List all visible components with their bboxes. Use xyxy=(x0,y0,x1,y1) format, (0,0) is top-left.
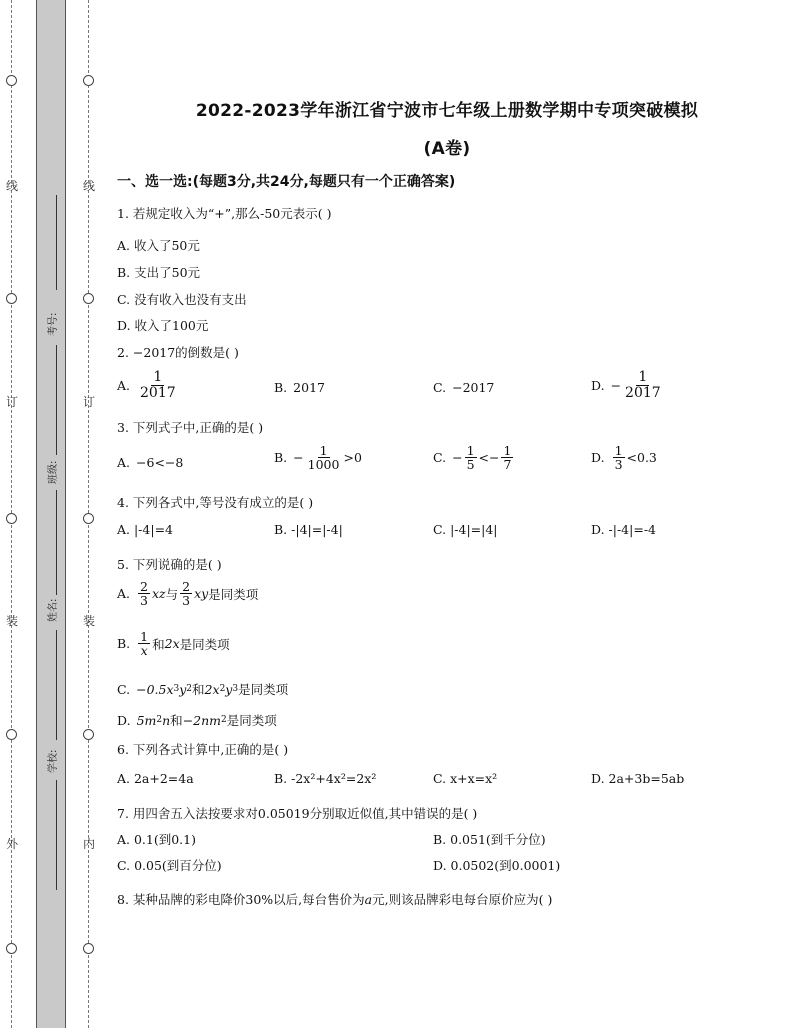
question-5-stem: 5. 下列说确的是( ) xyxy=(117,557,222,572)
exponent: 2 xyxy=(186,684,193,694)
question-2-stem: 2. −2017的倒数是( ) xyxy=(117,345,239,360)
connector: 和 xyxy=(192,682,205,697)
question-3-option-b xyxy=(274,444,362,471)
numerator: 1 xyxy=(319,443,328,458)
term: −0.5x xyxy=(136,681,174,697)
connector: 和 xyxy=(170,713,183,728)
option-tail: 是同类项 xyxy=(226,713,277,728)
margin-char-xian: 线 xyxy=(83,179,96,193)
name-line xyxy=(56,490,57,595)
option-label: D. xyxy=(591,450,605,466)
comparison: >0 xyxy=(343,450,362,466)
minus-sign: − xyxy=(610,377,622,393)
section-heading: 一、选一选:(每题3分,共24分,每题只有一个正确答案) xyxy=(117,174,456,190)
fraction xyxy=(613,444,625,471)
term: 2x xyxy=(204,681,220,697)
question-1-stem: 1. 若规定收入为“+”,那么-50元表示( ) xyxy=(117,206,332,221)
question-5-option-c xyxy=(117,680,288,698)
option-label: C. xyxy=(117,681,131,697)
question-4-option-a: A. |-4|=4 xyxy=(117,522,173,537)
term: y xyxy=(225,681,233,697)
question-7-option-c: C. 0.05(到百分位) xyxy=(117,858,222,873)
variable: a xyxy=(364,892,373,907)
term: 5m xyxy=(136,712,157,728)
paper-subtitle: (A卷) xyxy=(423,139,471,159)
fraction xyxy=(180,580,192,607)
numerator: 1 xyxy=(153,369,163,385)
school-line-lower xyxy=(56,780,57,890)
school-line xyxy=(56,630,57,740)
binding-hole xyxy=(6,943,17,954)
comparison: <0.3 xyxy=(626,450,657,466)
question-4-stem: 4. 下列各式中,等号没有成立的是( ) xyxy=(117,495,314,510)
margin-char-ding: 订 xyxy=(6,395,19,409)
minus-sign: − xyxy=(293,450,304,466)
question-8-stem-pre: 8. 某种品牌的彩电降价30%以后,每台售价为 xyxy=(117,892,365,907)
question-7-option-d: D. 0.0502(到0.0001) xyxy=(433,858,561,873)
binding-hole xyxy=(6,513,17,524)
option-label: D. xyxy=(591,377,605,393)
fraction xyxy=(138,630,150,657)
margin-char-wai: 外 xyxy=(6,837,19,851)
binding-hole xyxy=(83,729,94,740)
option-text: −2017 xyxy=(452,380,495,395)
question-8-stem-post: 元,则该品牌彩电每台原价应为( ) xyxy=(372,892,553,907)
class-line xyxy=(56,345,57,455)
fraction xyxy=(501,444,513,471)
denominator: 2017 xyxy=(140,384,176,401)
denominator: x xyxy=(140,643,148,659)
option-label: B. xyxy=(274,450,288,466)
numerator: 1 xyxy=(466,443,475,458)
question-2-option-c xyxy=(433,380,494,395)
exam-number-label: 考号: xyxy=(48,312,59,336)
question-1-option-d: D. 收入了100元 xyxy=(117,318,209,333)
option-label: B. xyxy=(274,380,288,395)
question-3-stem: 3. 下列式子中,正确的是( ) xyxy=(117,420,264,435)
exponent: 3 xyxy=(232,684,239,694)
option-label: A. xyxy=(117,377,131,393)
option-tail: 是同类项 xyxy=(238,682,289,697)
school-label: 学校: xyxy=(48,749,59,773)
question-6-option-a: A. 2a+2=4a xyxy=(117,771,194,786)
question-6-option-d: D. 2a+3b=5ab xyxy=(591,771,685,786)
numerator: 1 xyxy=(503,443,512,458)
gray-binding-band xyxy=(36,0,66,1028)
option-label: D. xyxy=(117,712,131,728)
denominator: 2017 xyxy=(625,384,661,401)
binding-hole xyxy=(83,75,94,86)
term: y xyxy=(179,681,187,697)
question-7-option-a: A. 0.1(到0.1) xyxy=(117,832,196,847)
variable: xz xyxy=(151,586,166,602)
binding-hole xyxy=(6,729,17,740)
option-label: C. xyxy=(433,380,447,395)
question-4-option-c: C. |-4|=|4| xyxy=(433,522,498,537)
denominator: 3 xyxy=(182,593,191,609)
term: n xyxy=(162,712,171,728)
question-5-option-b xyxy=(117,630,230,657)
option-text: 2017 xyxy=(293,380,325,395)
denominator: 3 xyxy=(614,457,623,473)
exponent: 2 xyxy=(219,684,226,694)
question-6-option-c: C. x+x=x² xyxy=(433,771,498,786)
fraction xyxy=(138,580,150,607)
binding-hole xyxy=(6,75,17,86)
option-label: A. xyxy=(117,586,131,602)
question-1-option-b: B. 支出了50元 xyxy=(117,265,201,280)
term: −2nm xyxy=(182,712,222,728)
question-7-option-b: B. 0.051(到千分位) xyxy=(433,832,546,847)
fraction xyxy=(465,444,477,471)
fraction xyxy=(306,444,342,471)
question-3-option-d xyxy=(591,444,657,471)
question-1-option-a: A. 收入了50元 xyxy=(117,238,200,253)
question-3-option-c xyxy=(433,444,515,471)
paper-title: 2022-2023学年浙江省宁波市七年级上册数学期中专项突破模拟 xyxy=(195,101,699,121)
numerator: 2 xyxy=(140,579,148,594)
question-2-option-a xyxy=(117,370,180,400)
connector: 和 xyxy=(152,636,165,652)
binding-hole xyxy=(83,293,94,304)
question-2-option-d xyxy=(591,370,665,400)
binding-hole xyxy=(83,943,94,954)
minus-sign: − xyxy=(452,450,463,466)
question-4-option-b: B. -|4|=|-4| xyxy=(274,522,343,537)
margin-char-xian: 线 xyxy=(6,179,19,193)
question-6-stem: 6. 下列各式计算中,正确的是( ) xyxy=(117,742,289,757)
term: 2x xyxy=(164,636,180,652)
denominator: 5 xyxy=(466,457,475,473)
exam-number-line xyxy=(56,195,57,290)
denominator: 7 xyxy=(503,457,512,473)
question-1-option-c: C. 没有收入也没有支出 xyxy=(117,292,247,307)
question-7-stem: 7. 用四舍五入法按要求对0.05019分别取近似值,其中错误的是( ) xyxy=(117,806,478,821)
margin-char-zhuang: 装 xyxy=(6,614,19,628)
denominator: 3 xyxy=(140,593,148,609)
question-6-option-b: B. -2x²+4x²=2x² xyxy=(274,771,377,786)
question-5-option-a xyxy=(117,580,258,607)
margin-char-ding: 订 xyxy=(83,395,96,409)
exponent: 3 xyxy=(173,684,180,694)
binding-margin xyxy=(0,0,100,1028)
name-label: 姓名: xyxy=(48,598,59,622)
class-label: 班级: xyxy=(48,460,59,484)
question-3-option-a xyxy=(117,455,183,470)
numerator: 2 xyxy=(182,579,191,594)
margin-char-zhuang: 装 xyxy=(83,614,96,628)
numerator: 1 xyxy=(638,369,648,385)
connector: 与 xyxy=(165,586,179,602)
exponent: 2 xyxy=(221,715,227,725)
option-label: C. xyxy=(433,450,447,466)
question-5-option-d xyxy=(117,711,277,729)
option-tail: 是同类项 xyxy=(179,636,230,652)
question-2-option-b xyxy=(274,380,325,395)
option-tail: 是同类项 xyxy=(208,586,259,602)
numerator: 1 xyxy=(614,443,623,458)
binding-hole xyxy=(83,513,94,524)
margin-char-nei: 内 xyxy=(83,837,96,851)
option-text: −6<−8 xyxy=(136,455,184,470)
comparison: <− xyxy=(478,450,500,466)
variable: xy xyxy=(194,586,209,602)
exponent: 2 xyxy=(156,715,163,725)
question-4-option-d: D. -|-4|=-4 xyxy=(591,522,656,537)
question-8-stem xyxy=(117,890,552,908)
denominator: 1000 xyxy=(307,457,340,473)
option-label: B. xyxy=(117,636,131,652)
binding-hole xyxy=(6,293,17,304)
option-label: A. xyxy=(117,455,131,470)
fraction xyxy=(138,370,178,400)
fraction xyxy=(623,370,663,400)
numerator: 1 xyxy=(140,629,149,644)
